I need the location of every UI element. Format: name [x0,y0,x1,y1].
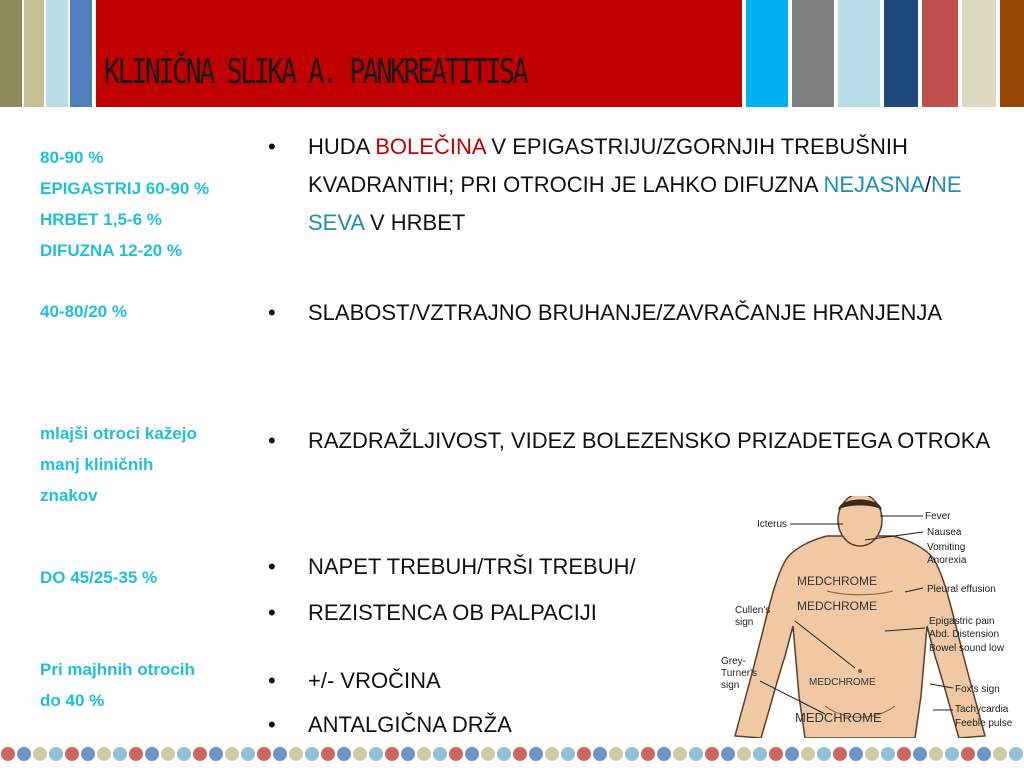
note-line: 80-90 % [40,148,104,167]
text-part: V HRBET [363,210,466,235]
bullet-text: RAZDRAŽLJIVOST, VIDEZ BOLEZENSKO PRIZADETEGA OTROKA [308,428,991,453]
label-vomiting: Vomiting [927,542,966,553]
header-stripe [0,0,22,107]
bullet-pain [268,128,1008,242]
text-part: / [924,172,932,197]
label-grey: Grey- [721,656,746,667]
bullet-dot-icon: • [268,428,276,453]
note-line: DO 45/25-35 % [40,568,158,587]
bullet-dot-icon: • [268,600,276,625]
footer-decoration [0,742,1024,768]
header-stripe [1000,0,1024,107]
pancreatitis-symptoms-figure [715,496,1020,738]
watermark-text: MEDCHROME [797,599,877,613]
label-turners: Turner's [721,668,757,679]
header-stripe [962,0,996,107]
note-line: znakov [40,486,98,505]
label-bowel-sound: Bowel sound low [929,643,1005,654]
label-turner-sign: sign [721,680,740,691]
note-line: manj kliničnih [40,455,154,474]
bullet-dot-icon: • [268,300,276,325]
highlight-vague: NEJASNA [823,172,925,197]
header-stripe [70,0,92,107]
slide-title: KLINIČNA SLIKA A. PANKREATITISA [104,52,527,92]
text-part: HUDA [308,134,376,159]
bullet-vomiting [268,294,1008,332]
bullet-dot-icon: • [268,554,276,579]
label-cullens-sign: sign [735,617,754,628]
note-line: DIFUZNA 12-20 % [40,241,183,260]
bullet-text: +/- VROČINA [308,668,441,693]
note-pain-localization [40,142,209,266]
text-part: V EPIGASTRIJU/ZGORNJIH TREBUŠNIH KVADRANTIH; PRI OTROCIH JE LAHKO DIFUZNA [308,134,908,197]
note-line: HRBET 1,5-6 % [40,210,162,229]
label-nausea: Nausea [927,527,962,538]
watermark-text: MEDCHROME [797,574,877,588]
note-line: mlajši otroci kažejo [40,424,197,443]
note-line: do 40 % [40,691,105,710]
label-epigastric-pain: Epigastric pain [929,616,995,627]
header-stripe [922,0,958,107]
footer-dots [0,742,1024,768]
bullet-dot-icon: • [268,668,276,693]
header-bar [0,0,1024,107]
highlight-pain: BOLEČINA [375,134,486,159]
label-fever: Fever [925,511,951,522]
bullet-text: SLABOST/VZTRAJNO BRUHANJE/ZAVRAČANJE HRANJENJA [308,300,943,325]
bullet-dot-icon: • [268,134,276,159]
note-small-children [40,654,195,716]
bullet-text [308,128,1008,242]
note-younger-children [40,418,197,511]
bullet-text: NAPET TREBUH/TRŠI TREBUH/ [308,554,636,579]
header-stripe [792,0,834,107]
label-anorexia: Anorexia [927,555,967,566]
label-cullens: Cullen's [735,605,771,616]
bullet-irritability [268,422,1008,460]
label-abd-distension: Abd. Distension [929,629,1000,640]
bullet-text: ANTALGIČNA DRŽA [308,712,512,737]
bullet-text: REZISTENCA OB PALPACIJI [308,600,597,625]
header-stripe [838,0,880,107]
label-pleural-effusion: Pleural effusion [927,584,996,595]
label-tachycardia: Tachycardia [955,704,1009,715]
note-line: 40-80/20 % [40,302,127,321]
label-foxs-sign: Fox's sign [955,684,1000,695]
header-stripe [884,0,918,107]
header-stripe [24,0,44,107]
watermark-text: MEDCHROME [809,677,876,688]
watermark-text: MEDCHROME [795,710,882,725]
header-stripe [46,0,68,107]
bullet-dot-icon: • [268,712,276,737]
note-abdomen [40,562,157,593]
label-feeble-pulse: Feeble pulse [955,718,1013,729]
label-icterus: Icterus [757,519,788,530]
highlight-no-radiation: NE SEVA [308,172,962,235]
note-line: EPIGASTRIJ 60-90 % [40,179,210,198]
header-stripe [746,0,788,107]
note-line: Pri majhnih otrocih [40,660,195,679]
note-vomiting [40,296,127,327]
